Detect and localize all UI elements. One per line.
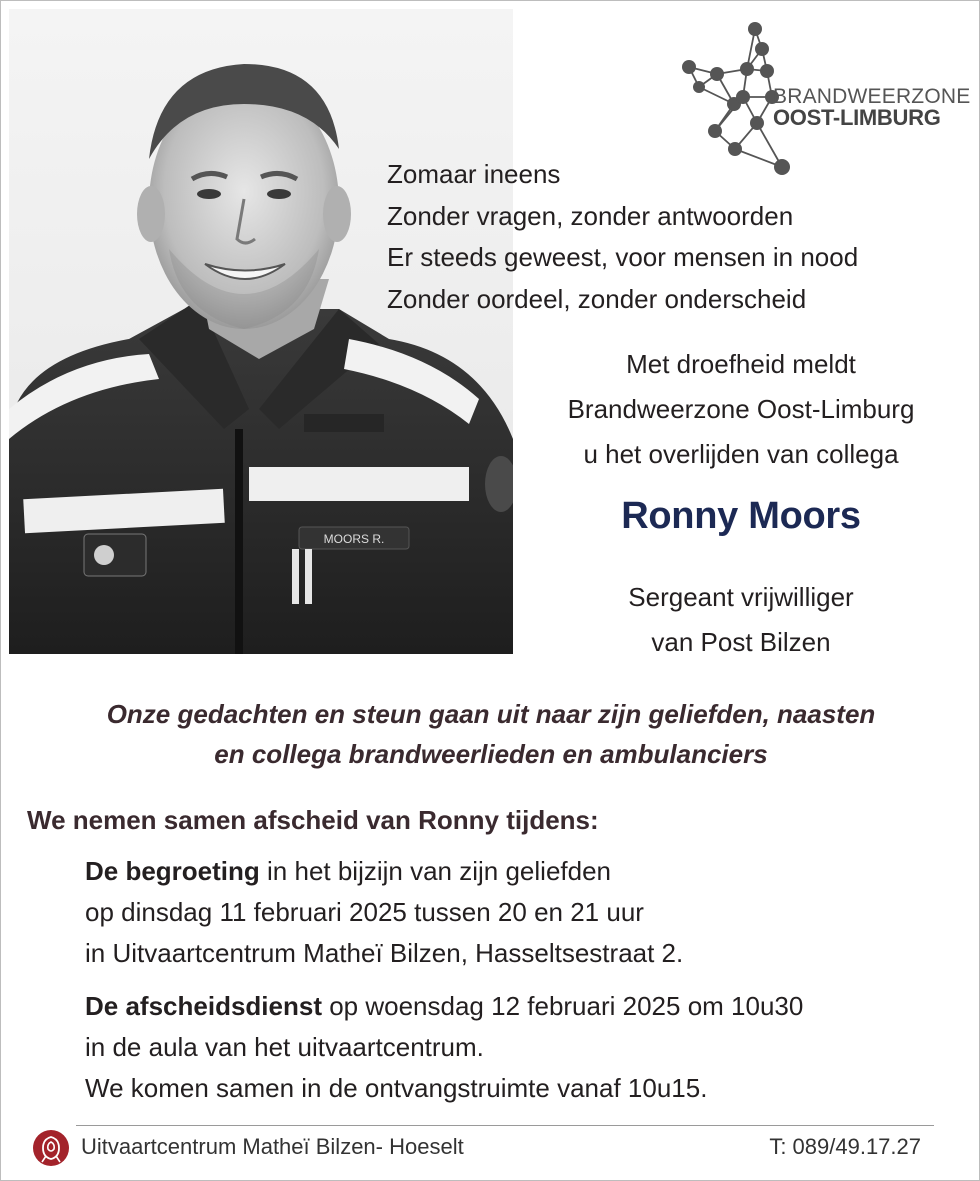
service-line-1: op woensdag 12 februari 2025 om 10u30 <box>321 991 804 1021</box>
rose-logo-icon <box>32 1129 70 1167</box>
badge-text: MOORS R. <box>323 532 385 546</box>
deceased-rank <box>521 575 961 665</box>
greeting-line-3: in Uitvaartcentrum Matheï Bilzen, Hasseltsestraat 2. <box>85 938 684 968</box>
poem <box>387 154 858 320</box>
announcement <box>521 342 961 477</box>
service-title: De afscheidsdienst <box>85 991 322 1021</box>
poem-line: Er steeds geweest, voor mensen in nood <box>387 242 859 272</box>
service-line-2: in de aula van het uitvaartcentrum. <box>85 1032 484 1062</box>
farewell-heading: We nemen samen afscheid van Ronny tijdens: <box>27 805 599 835</box>
poem-line: Zonder oordeel, zonder onderscheid <box>387 283 807 314</box>
footer-divider <box>76 1125 934 1126</box>
rank-line: van Post Bilzen <box>651 627 831 657</box>
funeral-home-name: Uitvaartcentrum Matheï Bilzen- Hoeselt <box>81 1134 464 1159</box>
condolence-line: Onze gedachten en steun gaan uit naar zijn geliefden, naasten <box>106 699 876 729</box>
greeting-line-1: in het bijzijn van zijn geliefden <box>259 856 612 886</box>
deceased-name: Ronny Moors <box>621 495 861 537</box>
condolence-line: en collega brandweerlieden en ambulanciers <box>214 739 768 769</box>
greeting-line-2: op dinsdag 11 februari 2025 tussen 20 en 21 uur <box>85 897 644 927</box>
announcement-line: Brandweerzone Oost-Limburg <box>567 394 915 424</box>
condolence-message <box>1 694 980 774</box>
logo-line-2: OOST-LIMBURG <box>773 105 941 131</box>
portrait-photo <box>9 9 513 654</box>
logo-wordmark <box>773 86 970 130</box>
service-line-3: We komen samen in de ontvangstruimte vanaf 10u15. <box>85 1073 708 1103</box>
service-details <box>85 986 803 1109</box>
portrait-illustration <box>9 9 513 654</box>
poem-line: Zonder vragen, zonder antwoorden <box>387 200 794 231</box>
announcement-line: u het overlijden van collega <box>583 439 899 469</box>
greeting-details <box>85 851 683 974</box>
logo-line-1: BRANDWEERZONE <box>773 85 971 108</box>
funeral-home-phone: T: 089/49.17.27 <box>769 1134 921 1159</box>
rank-line: Sergeant vrijwilliger <box>628 582 854 612</box>
announcement-line: Met droefheid meldt <box>626 349 856 379</box>
poem-line: Zomaar ineens <box>387 159 561 189</box>
greeting-title: De begroeting <box>85 856 260 886</box>
